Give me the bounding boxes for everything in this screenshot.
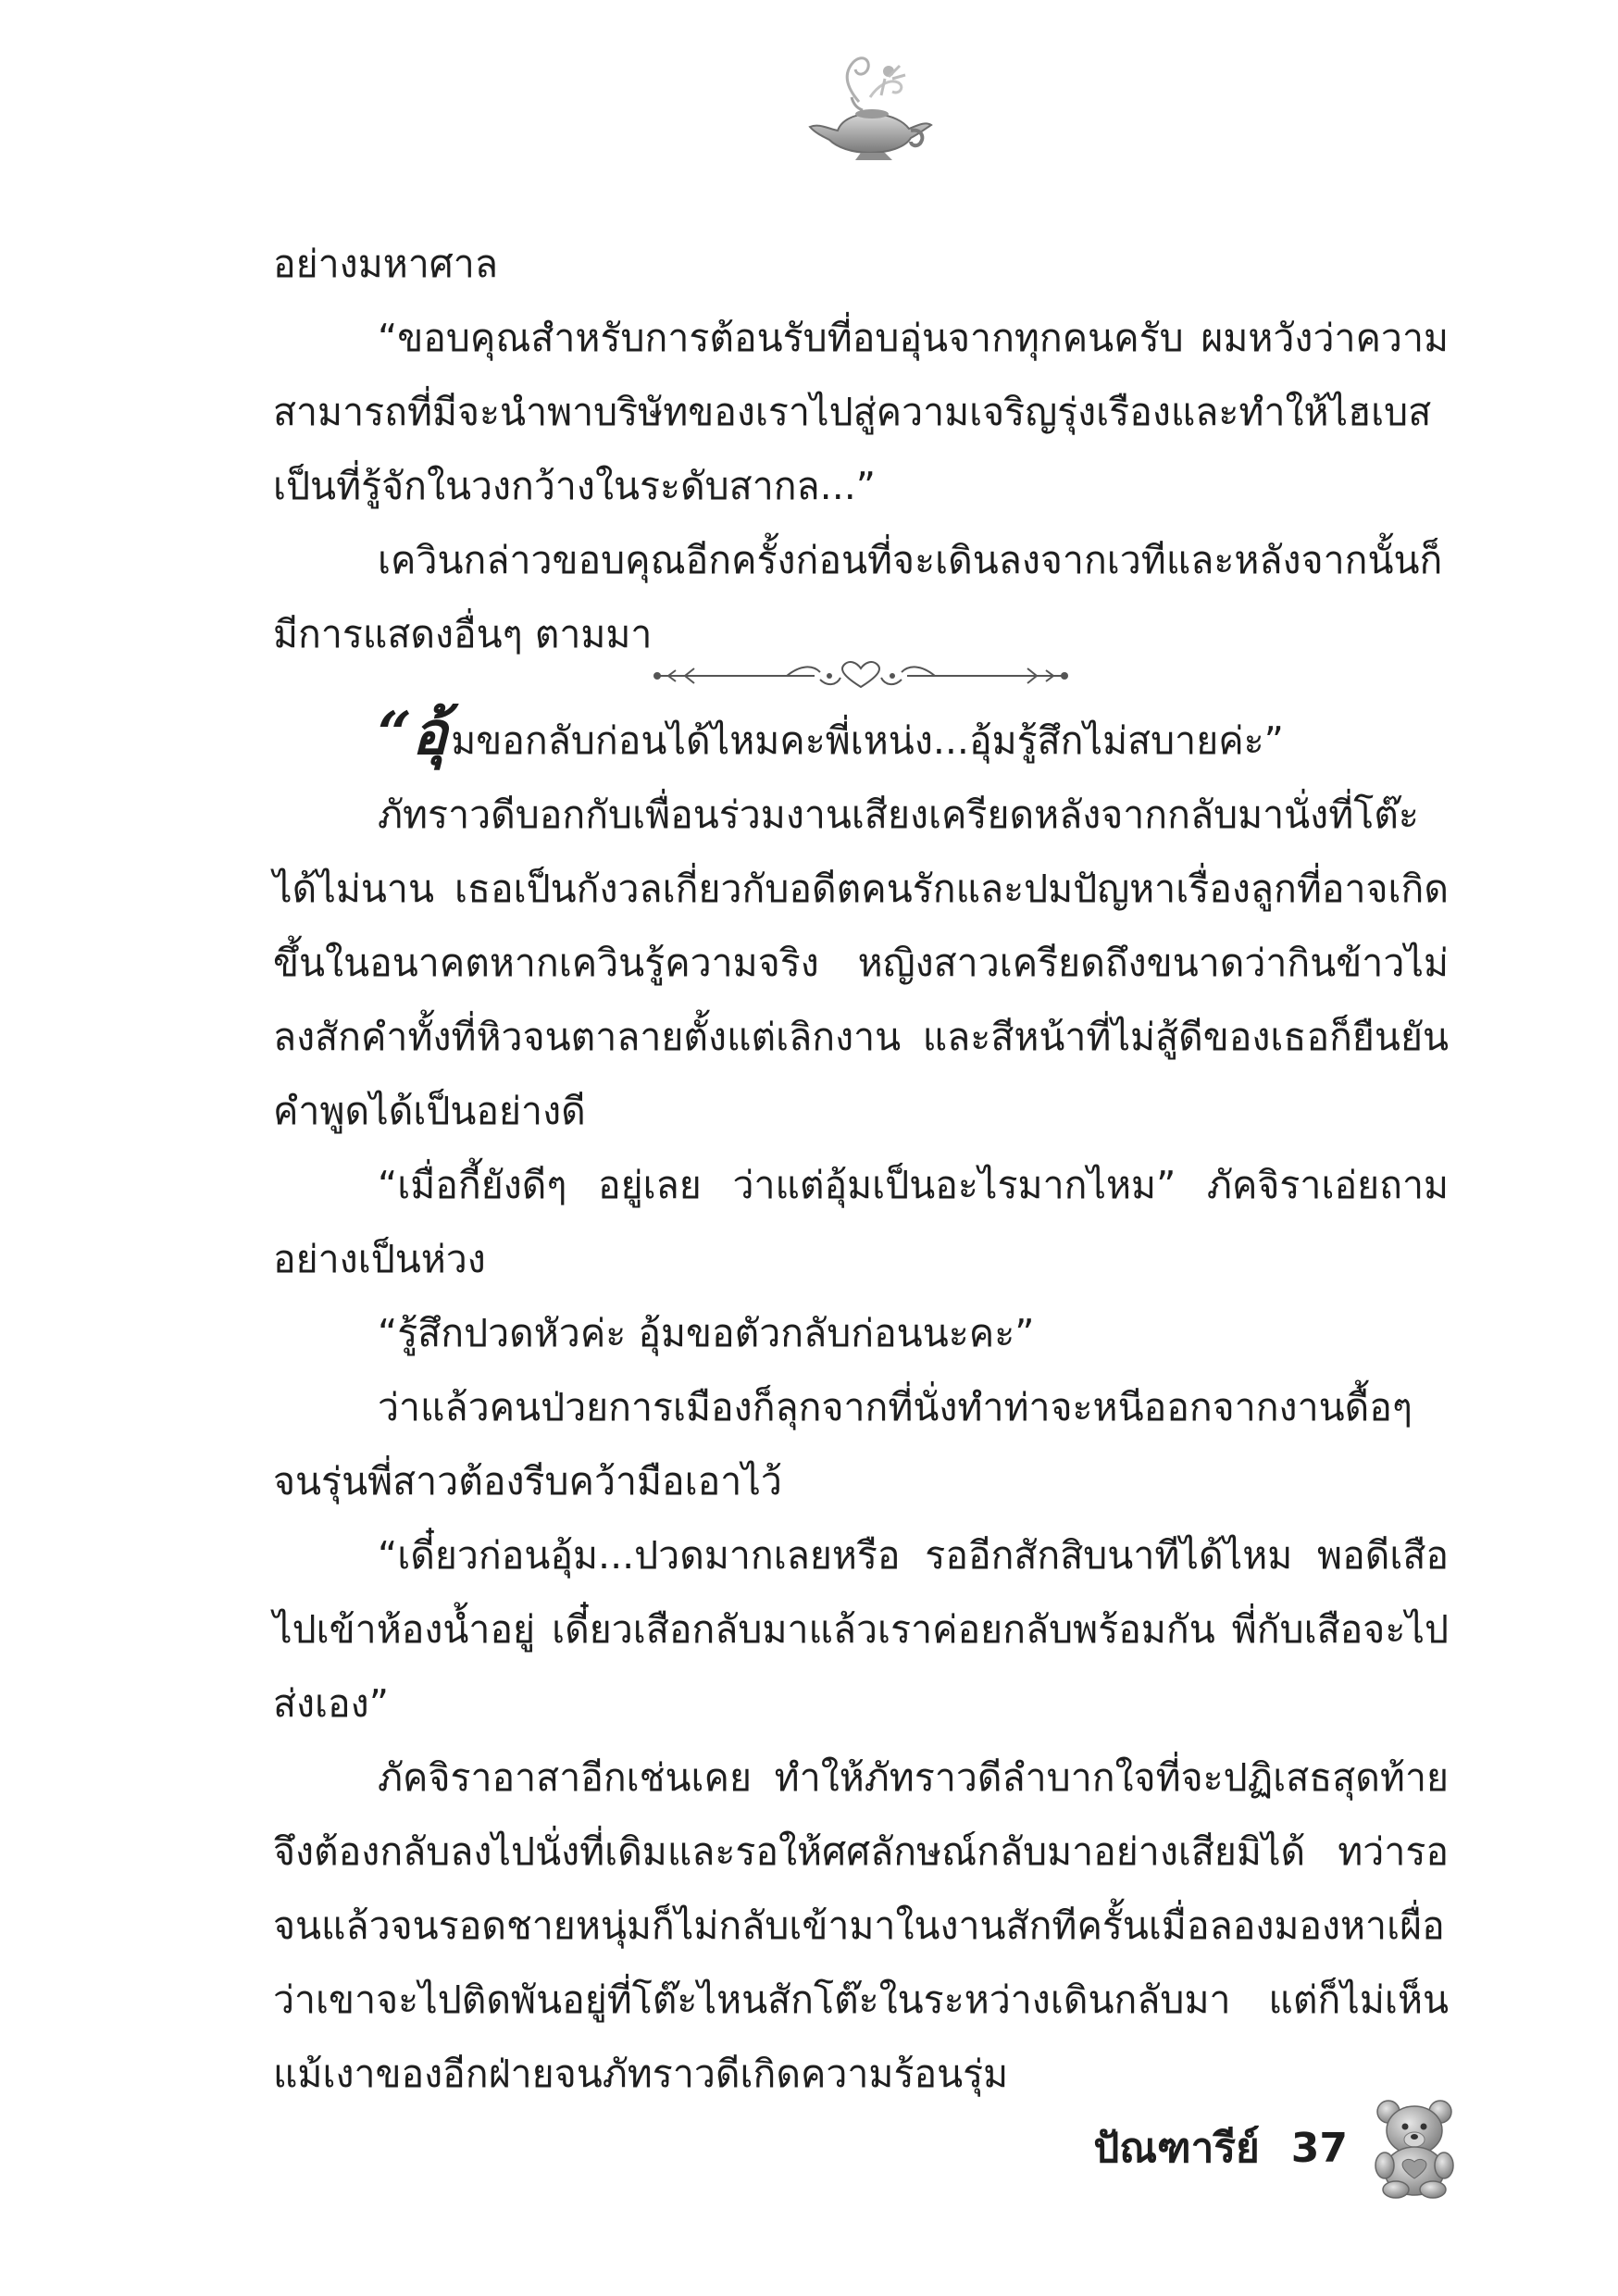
paragraph: “รู้สึกปวดหัวค่ะ อุ้มขอตัวกลับก่อนนะคะ” — [378, 1311, 1035, 1355]
paragraph: เควินกล่าวขอบคุณอีกครั้งก่อนที่จะเดินลงจากเวทีและหลังจากนั้นก็มีการแสดงอื่นๆ ตามมา — [273, 538, 1443, 656]
paragraph: “เมื่อกี้ยังดีๆ อยู่เลย ว่าแต่อุ้มเป็นอะไรมากไหม” ภัคจิราเอ่ยถามอย่างเป็นห่วง — [273, 1163, 1449, 1281]
teddy-bear-icon — [1368, 2097, 1461, 2199]
paragraph: “ขอบคุณสำหรับการต้อนรับที่อบอุ่นจากทุกคนครับ ผมหวังว่าความสามารถที่มีจะนำพาบริษัทของเราไปสู่ความเจริญรุ่งเรืองและทำให้ไฮเบสเป็นที่รู้จักในวงกว้างในระดับสากล...” — [273, 316, 1449, 508]
paragraph: ภัคจิราอาสาอีกเช่นเคย ทำให้ภัทราวดีลำบากใจที่จะปฏิเสธสุดท้ายจึงต้องกลับลงไปนั่งที่เดิมและรอให้ศศลักษณ์กลับมาอย่างเสียมิได้ ทว่ารอจนแล้วจนรอดชายหนุ่มก็ไม่กลับเข้ามาในงานสักทีครั้นเมื่อลองมองหาเผื่อว่าเขาจะไปติดพันอยู่ที่โต๊ะไหนสักโต๊ะในระหว่างเดินกลับมา แต่ก็ไม่เห็นแม้เงาของอีกฝ่ายจนภัทราวดีเกิดความร้อนรุ่ม — [273, 1755, 1449, 2096]
paragraph: อย่างมหาศาล — [273, 242, 498, 286]
heart-flourish-divider — [648, 659, 1074, 693]
paragraph: “เดี๋ยวก่อนอุ้ม...ปวดมากเลยหรือ รออีกสักสิบนาทีได้ไหม พอดีเสือไปเข้าห้องน้ำอยู่ เดี๋ยวเสือกลับมาแล้วเราค่อยกลับพร้อมกัน พี่กับเสือจะไปส่งเอง” — [273, 1533, 1449, 1726]
book-title: ปัณฑารีย์ — [1093, 2125, 1260, 2172]
body-text-top — [273, 227, 1449, 671]
section-opening — [273, 699, 1449, 778]
paragraph: ภัทราวดีบอกกับเพื่อนร่วมงานเสียงเครียดหลังจากกลับมานั่งที่โต๊ะได้ไม่นาน เธอเป็นกังวลเกี่ยวกับอดีตคนรักและปมปัญหาเรื่องลูกที่อาจเกิดขึ้นในอนาคตหากเควินรู้ความจริง หญิงสาวเครียดถึงขนาดว่ากินข้าวไม่ลงสักคำทั้งที่หิวจนตาลายตั้งแต่เลิกงาน และสีหน้าที่ไม่สู้ดีของเธอก็ยืนยันคำพูดได้เป็นอย่างดี — [273, 792, 1449, 1133]
page-footer — [1093, 2092, 1461, 2203]
paragraph: ว่าแล้วคนป่วยการเมืองก็ลุกจากที่นั่งทำท่าจะหนีออกจากงานดื้อๆ จนรุ่นพี่สาวต้องรีบคว้ามือเอาไว้ — [273, 1385, 1413, 1504]
opening-text: มขอกลับก่อนได้ไหมคะพี่เหน่ง...อุ้มรู้สึกไม่สบายค่ะ” — [451, 718, 1284, 763]
body-text-bottom — [273, 699, 1449, 2111]
genie-lamp-fairy-icon — [796, 51, 935, 162]
page-number: 37 — [1290, 2124, 1348, 2172]
drop-word: “อุ้ — [378, 699, 448, 768]
